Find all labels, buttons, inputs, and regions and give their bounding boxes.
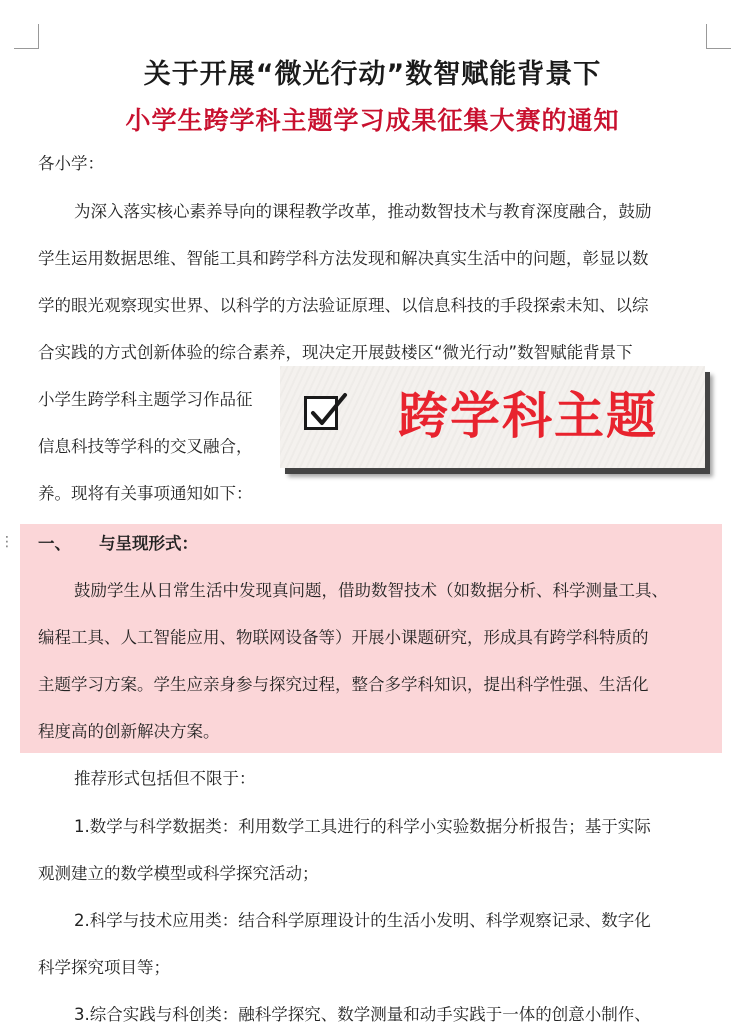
document-subtitle: 小学生跨学科主题学习成果征集大赛的通知 [125, 106, 620, 135]
intro-line: 合实践的方式创新体验的综合素养，现决定开展鼓楼区“微光行动”数智赋能背景下 [38, 343, 633, 362]
section-title: 与呈现形式： [99, 534, 198, 553]
intro-line: 小学生跨学科主题学习作品征 [38, 390, 253, 409]
page-corner-mark-top-right [706, 24, 731, 49]
intro-line: 学的眼光观察现实世界、以科学的方法验证原理、以信息科技的手段探索未知、以综 [38, 296, 649, 315]
salutation: 各小学： [38, 154, 104, 173]
section-body-line: 主题学习方案。学生应亲身参与探究过程，整合多学科知识，提出科学性强、生活化 [38, 675, 649, 694]
document-title: 关于开展“微光行动”数智赋能背景下 [143, 59, 602, 90]
intro-line: 为深入落实核心素养导向的课程教学改革，推动数智技术与教育深度融合，鼓励 [74, 202, 652, 221]
section-heading [38, 533, 710, 555]
forms-intro: 推荐形式包括但不限于： [74, 769, 256, 788]
forms-line: 观测建立的数学模型或科学探究活动； [38, 864, 319, 883]
topic-banner [280, 366, 705, 468]
checkbox-checked-icon [304, 396, 338, 430]
intro-line: 信息科技等学科的交叉融合， [38, 437, 253, 456]
section-body-line: 鼓励学生从日常生活中发现真问题，借助数智技术（如数据分析、科学测量工具、 [74, 581, 668, 600]
forms-line: 3.综合实践与科创类：融科学探究、数学测量和动手实践于一体的创意小制作、 [74, 1005, 651, 1024]
margin-marker: ⋮ [0, 534, 14, 550]
intro-line: 学生运用数据思维、智能工具和跨学科方法发现和解决真实生活中的问题，彰显以数 [38, 249, 649, 268]
section-number: 一、 [38, 534, 71, 553]
intro-line: 养。现将有关事项通知如下： [38, 484, 253, 503]
forms-line: 2.科学与技术应用类：结合科学原理设计的生活小发明、科学观察记录、数字化 [74, 911, 651, 930]
forms-line: 1.数学与科学数据类：利用数学工具进行的科学小实验数据分析报告；基于实际 [74, 817, 651, 836]
page-corner-mark-top-left [14, 24, 39, 49]
banner-title: 跨学科主题 [398, 387, 658, 445]
section-body-line: 编程工具、人工智能应用、物联网设备等）开展小课题研究，形成具有跨学科特质的 [38, 628, 649, 647]
forms-line: 科学探究项目等； [38, 958, 170, 977]
section-body-line: 程度高的创新解决方案。 [38, 722, 220, 741]
